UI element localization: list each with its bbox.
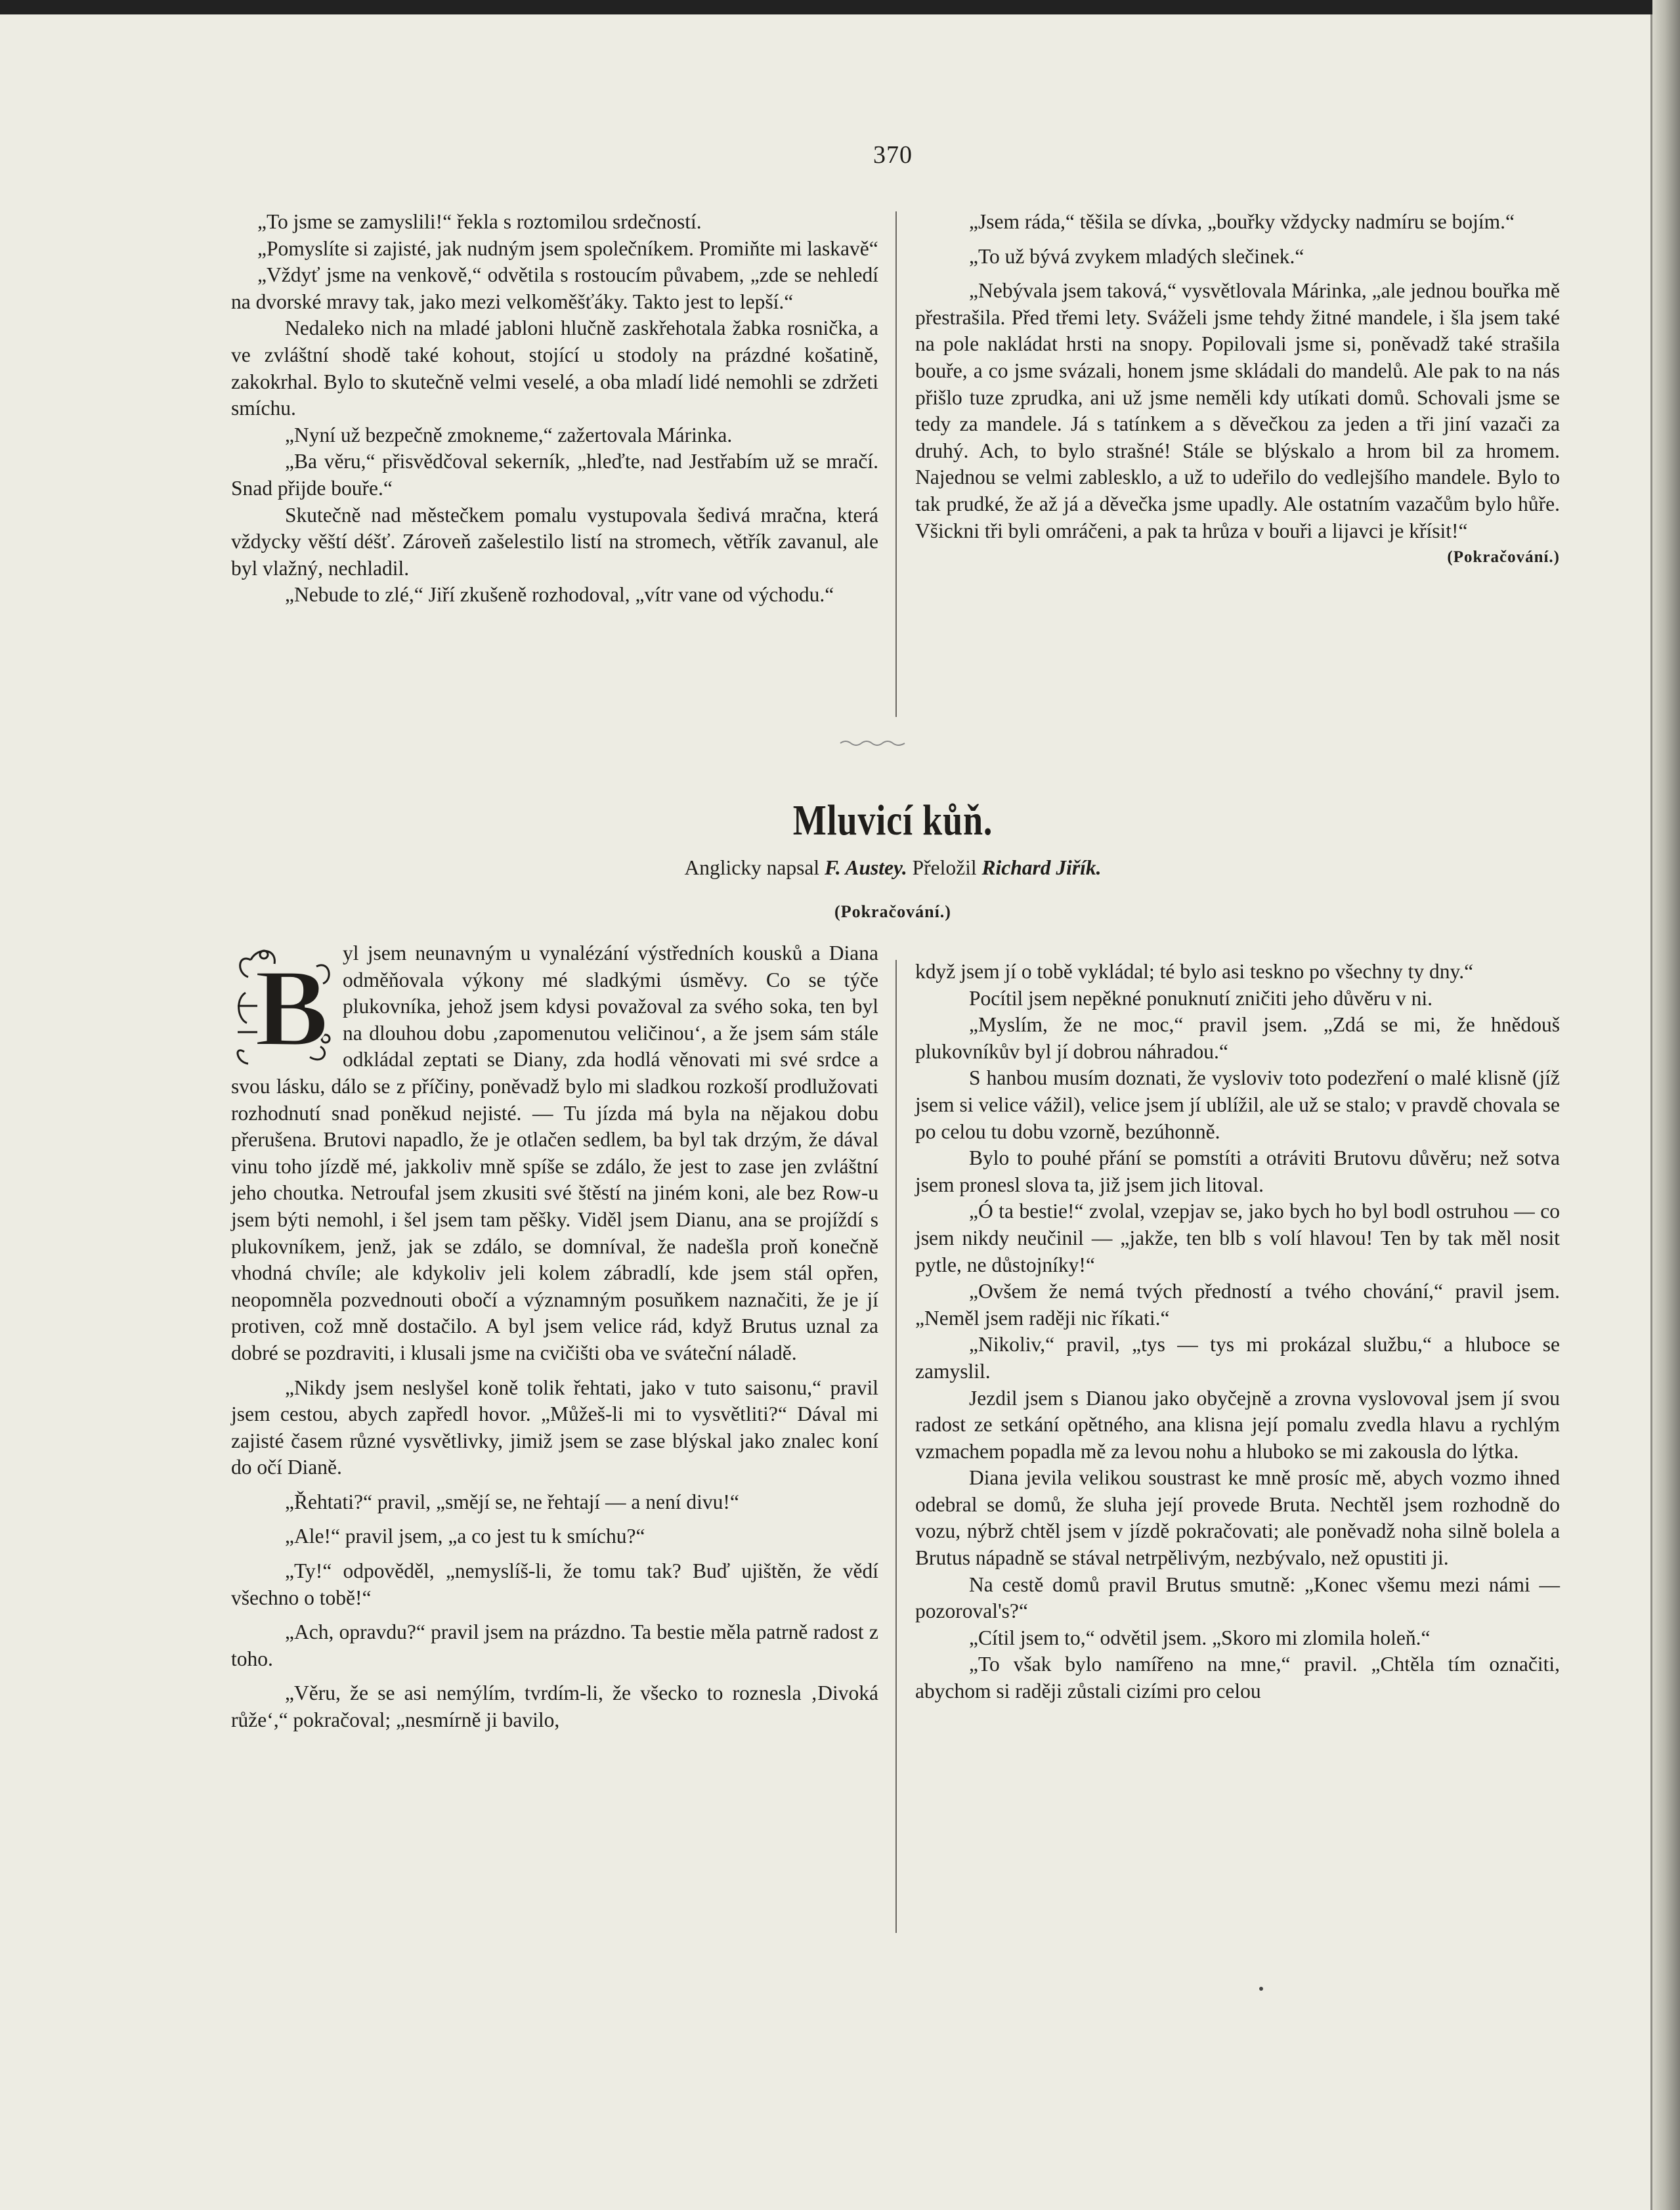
- paragraph: „To jsme se zamyslili!“ řekla s roztomilou srdečností.: [257, 210, 702, 233]
- continued-note: (Pokračování.): [834, 902, 951, 921]
- story-byline: [525, 856, 1260, 880]
- scan-edge-line: [1650, 14, 1652, 2210]
- paragraph: „To už bývá zvykem mladých slečinek.“: [969, 244, 1304, 268]
- paragraph: yl jsem neunavným u vynalézání výstředních kousků a Diana odměňovala výkony mé sladkými úsměvy. Co se týče plukovníka, jehož jsem kdysi považoval za svého soka, ten byl na dlouhou dobu ‚zapomenutou veličinou‘, a že jsem sám stále odkládal zeptati se Diany, zda hodlá věnovati mi své srdce a svou lásku, dálo se z příčiny, poněvadž bylo mi sladkou rozkoší prodlužovati rozhodnutí snad poněkud nejisté. — Tu jízda má byla na nějakou dobu přerušena. Brutovi napadlo, že je otlačen sedlem, ba byl tak drzým, že dával vinu toho jízdě mé, jakkoliv mně spíše se zdálo, že jest to zase jen zvláštní jeho choutka. Netroufal jsem zkusiti své štěstí na jiném koni, ale bez Row-u jsem býti nemohl, i šel jsem tam pěšky. Viděl jsem Dianu, ana se projíždí s plukovníkem, jenž, jak se zdálo, se domníval, že nadešla proň konečně vhodná chvíle; ale kdykoliv jeli kolem zábradlí, kde jsem stál opřen, neopomněla pozvednouti obočí a významným posuňkem naznačiti, že je jí protiven, což mně dostačilo. A byl jsem velice rád, když Brutus uznal za dobré se pozdraviti, i klusali jsme na cvičišti oba ve sváteční náladě.: [231, 942, 878, 1364]
- ink-speck: [1259, 1987, 1263, 1991]
- paragraph: „Nyní už bezpečně zmokneme,“ zažertovala Márinka.: [285, 423, 733, 446]
- author-name: F. Austey.: [824, 856, 907, 879]
- paragraph: „Věru, že se asi nemýlím, tvrdím-li, že všecko to roznesla ‚Divoká růže‘,“ pokračoval; „nesmírně ji bavilo,: [231, 1681, 878, 1732]
- translator-name: Richard Jiřík.: [981, 856, 1102, 879]
- paragraph: [915, 278, 1560, 567]
- translator-prefix: Přeložil: [912, 856, 977, 879]
- paragraph: „Nebude to zlé,“ Jiří zkušeně rozhodoval, „vítr vane od východu.“: [285, 583, 834, 607]
- paragraph: „Myslím, že ne moc,“ pravil jsem. „Zdá se mi, že hnědouš plukovníkův byl jí dobrou náhradou.“: [915, 1013, 1560, 1063]
- section-divider-ornament: [839, 738, 907, 747]
- top-left-column: [231, 209, 878, 609]
- paragraph: „Pomyslíte si zajisté, jak nudným jsem společníkem. Promiňte mi laskavě“: [257, 236, 878, 260]
- paragraph: „Ale!“ pravil jsem, „a co jest tu k smíchu?“: [285, 1525, 645, 1548]
- paragraph: Bylo to pouhé přání se pomstíti a otráviti Brutovu důvěru; než sotva jsem pronesl slova ta, již jsem jich litoval.: [915, 1146, 1560, 1196]
- top-right-column: [915, 209, 1560, 571]
- dropcap-letter: B: [254, 946, 329, 1069]
- scan-edge-top: [0, 0, 1680, 14]
- column-divider-bottom: [895, 960, 897, 1933]
- paragraph: „Nikoliv,“ pravil, „tys — tys mi prokázal službu,“ a hluboce se zamyslil.: [915, 1333, 1560, 1383]
- paragraph: „Ba věru,“ přisvědčoval sekerník, „hleďte, nad Jestřabím už se mračí. Snad přijde bouře.“: [231, 450, 878, 500]
- paragraph: S hanbou musím doznati, že vysloviv toto podezření o malé klisně (jíž jsem si velice vážil), velice jsem jí ublížil, ale už se stalo; v pravdě chovala se po celou tu dobu vzorně, bezúhonně.: [915, 1066, 1560, 1143]
- paragraph: Na cestě domů pravil Brutus smutně: „Konec všemu mezi námi — pozoroval's?“: [915, 1572, 1560, 1623]
- paragraph: „Řehtati?“ pravil, „smějí se, ne řehtají — a není divu!“: [285, 1490, 739, 1513]
- paragraph: Jezdil jsem s Dianou jako obyčejně a zrovna vyslovoval jsem jí svou radost ze setkání opětného, ana klisna její pomalu zvedla hlavu a rychlým vzmachem popadla mě za levou nohu a hluboko se mi zakousla do lýtka.: [915, 1386, 1560, 1463]
- paragraph: „Ach, opravdu?“ pravil jsem na prázdno. Ta bestie měla patrně radost z toho.: [231, 1620, 878, 1670]
- byline-prefix: Anglicky napsal: [684, 856, 820, 879]
- paragraph: „Ovšem že nemá tvých předností a tvého chování,“ pravil jsem. „Neměl jsem raději nic říkati.“: [915, 1280, 1560, 1330]
- paragraph: „Jsem ráda,“ těšila se dívka, „bouřky vždycky nadmíru se bojím.“: [969, 210, 1515, 233]
- paragraph: Nedaleko nich na mladé jabloni hlučně zaskřehotala žabka rosnička, a ve zvláštní shodě také kohout, stojící u stodoly na prázdné košatině, zakokrhal. Bylo to skutečně velmi veselé, a oba mladí lidé nemohli se zdržeti smíchu.: [231, 316, 878, 420]
- column-divider-top: [895, 211, 897, 717]
- scan-edge-right: [1652, 0, 1680, 2210]
- paragraph: Skutečně nad městečkem pomalu vystupovala šedivá mračna, která vždycky věští déšť. Zároveň zašelestilo listí na stromech, větřík zavanul, ale byl vlažný, nechladil.: [231, 503, 878, 580]
- paragraph: když jsem jí o tobě vykládal; té bylo asi teskno po všechny ty dny.“: [915, 960, 1474, 983]
- paragraph-text: „Nebývala jsem taková,“ vysvětlovala Márinka, „ale jednou bouřka mě přestrašila. Před třemi lety. Sváželi jsme tehdy žitné mandele, i šla jsem také na pole nakládat hrsti na snopy. Popilovali jsme si, poněvadž také strašila bouře, a co jsme svázali, honem jsme skládali do mandelů. Ale pak to na nás přišlo tuze zprudka, ani už jsme neměli kdy utíkati domů. Schovali jsme se tedy za mandele. Já s tatínkem a s děvečkou za jeden a tři jiní vazači za druhý. Ach, to bylo strašné! Stále se blýskalo a hrom bil za hromem. Najednou se velmi zablesklo, a už to udeřilo do vedlejšího mandele. Bylo to tak prudké, že až já a děvečka jsme upadly. Ale ostatním vazačům bylo hůře. Všickni tři byli omráčeni, a pak ta hrůza v bouři a lijavci je křísit!“: [915, 279, 1560, 542]
- paragraph: „Nikdy jsem neslyšel koně tolik řehtati, jako v tuto saisonu,“ pravil jsem cestou, abych zapředl hovor. „Můžeš-li mi to vysvětliti?“ Dával mi zajisté časem různé vysvětlivky, jimiž jsem se zase blýskal jako znalec koní do očí Dianě.: [231, 1376, 878, 1479]
- paragraph: „Ó ta bestie!“ zvolal, vzepjav se, jako bych ho byl bodl ostruhou — co jsem nikdy neučinil — „jakže, ten blb s volí hlavou! Ten by tak měl nosit pytle, ne důstojníky!“: [915, 1200, 1560, 1276]
- bottom-left-column: [231, 940, 878, 1734]
- bottom-right-column: [915, 959, 1560, 1705]
- paragraph: „Ty!“ odpověděl, „nemyslíš-li, že tomu tak? Buď ujištěn, že vědí všechno o tobě!“: [231, 1559, 878, 1609]
- ornamental-dropcap: [231, 940, 336, 1069]
- story-title: Mluvicí kůň.: [792, 796, 993, 844]
- continued-note: (Pokračování.): [1447, 548, 1560, 567]
- paragraph: Diana jevila velikou soustrast ke mně prosíc mě, abych vozmo ihned odebral se domů, že sluha její provede Bruta. Nechtěl jsem rozhodně do vozu, nýbrž chtěl jsem v jízdě pokračovati; ale poněvadž noha silně bolela a Brutus nápadně se stával netrpělivým, nezbývalo, než opustiti ji.: [915, 1466, 1560, 1570]
- paragraph: „Cítil jsem to,“ odvětil jsem. „Skoro mi zlomila holeň.“: [969, 1626, 1431, 1649]
- paragraph: Pocítil jsem nepěkné ponuknutí zničiti jeho důvěru v ni.: [969, 986, 1432, 1010]
- paragraph: „To však bylo namířeno na mne,“ pravil. „Chtěla tím označiti, abychom si raději zůstali cizími pro celou: [915, 1653, 1560, 1703]
- paragraph: „Vždyť jsme na venkově,“ odvětila s rostoucím půvabem, „zde se nehledí na dvorské mravy tak, jako mezi velkoměšťáky. Takto jest to lepší.“: [231, 263, 878, 313]
- page-number: 370: [873, 141, 913, 169]
